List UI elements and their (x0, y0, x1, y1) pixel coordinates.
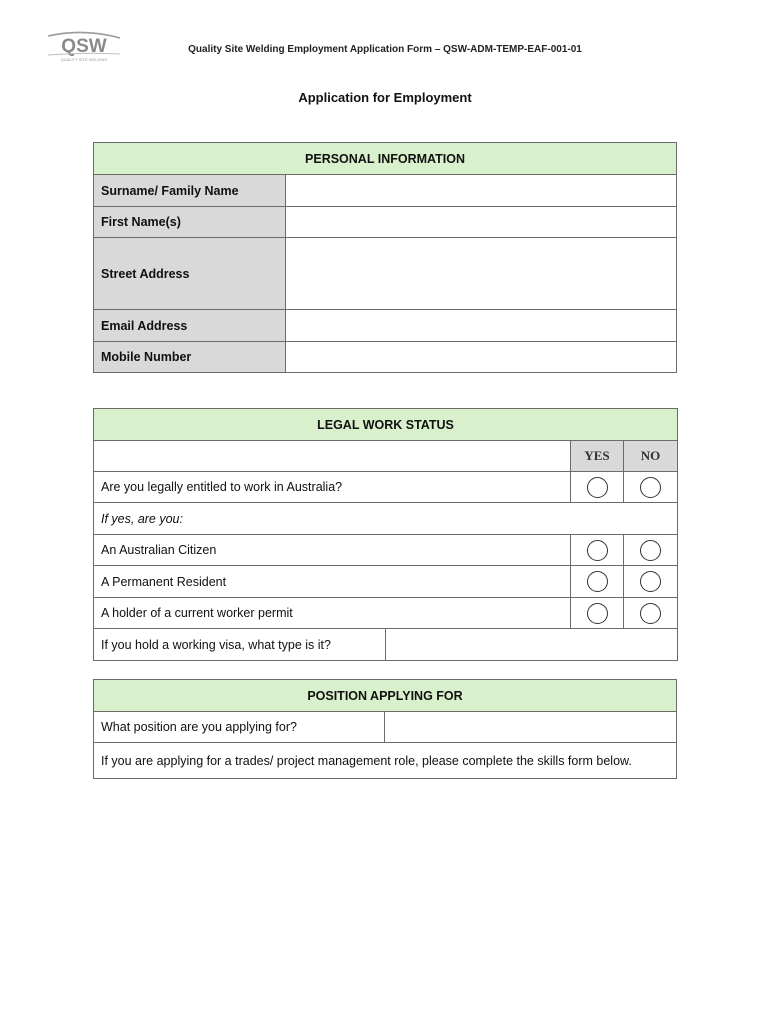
entitled-no-radio[interactable] (640, 477, 661, 498)
personal-information-table (93, 142, 677, 373)
logo-tagline: QUALITY SITE WELDING (60, 57, 108, 62)
position-field[interactable] (385, 712, 677, 743)
personal-information-heading: PERSONAL INFORMATION (94, 143, 677, 175)
citizen-yes-cell (571, 535, 624, 566)
citizen-no-cell (624, 535, 678, 566)
permanent-resident-yes-cell (571, 566, 624, 598)
mobile-number-field[interactable] (286, 342, 677, 373)
citizen-yes-radio[interactable] (587, 540, 608, 561)
citizen-no-radio[interactable] (640, 540, 661, 561)
permanent-resident-yes-radio[interactable] (587, 571, 608, 592)
citizen-label: An Australian Citizen (94, 535, 571, 566)
legal-work-status-heading: LEGAL WORK STATUS (94, 409, 678, 441)
if-yes-prompt: If yes, are you: (94, 503, 678, 535)
visa-type-field[interactable] (386, 629, 678, 661)
position-applying-heading: POSITION APPLYING FOR (94, 680, 677, 712)
permanent-resident-no-cell (624, 566, 678, 598)
street-address-field[interactable] (286, 238, 677, 310)
mobile-number-label: Mobile Number (94, 342, 286, 373)
no-column-header: NO (624, 441, 678, 472)
worker-permit-no-radio[interactable] (640, 603, 661, 624)
position-question: What position are you applying for? (94, 712, 385, 743)
email-address-field[interactable] (286, 310, 677, 342)
worker-permit-no-cell (624, 598, 678, 629)
worker-permit-yes-cell (571, 598, 624, 629)
position-applying-table (93, 679, 677, 779)
email-address-label: Email Address (94, 310, 286, 342)
page-title: Application for Employment (298, 90, 472, 105)
permanent-resident-label: A Permanent Resident (94, 566, 571, 598)
legal-work-status-table (93, 408, 678, 661)
yes-no-header-spacer (94, 441, 571, 472)
entitled-question: Are you legally entitled to work in Australia? (94, 472, 571, 503)
permanent-resident-no-radio[interactable] (640, 571, 661, 592)
surname-field[interactable] (286, 175, 677, 207)
worker-permit-yes-radio[interactable] (587, 603, 608, 624)
worker-permit-label: A holder of a current worker permit (94, 598, 571, 629)
skills-form-note: If you are applying for a trades/ project management role, please complete the skills form below. (94, 743, 677, 779)
logo-text: QSW (61, 36, 107, 57)
visa-type-question: If you hold a working visa, what type is it? (94, 629, 386, 661)
first-name-label: First Name(s) (94, 207, 286, 238)
yes-column-header: YES (571, 441, 624, 472)
street-address-label: Street Address (94, 238, 286, 310)
entitled-yes-cell (571, 472, 624, 503)
surname-label: Surname/ Family Name (94, 175, 286, 207)
form-header-title: Quality Site Welding Employment Application Form – QSW-ADM-TEMP-EAF-001-01 (188, 44, 582, 55)
first-name-field[interactable] (286, 207, 677, 238)
entitled-yes-radio[interactable] (587, 477, 608, 498)
entitled-no-cell (624, 472, 678, 503)
